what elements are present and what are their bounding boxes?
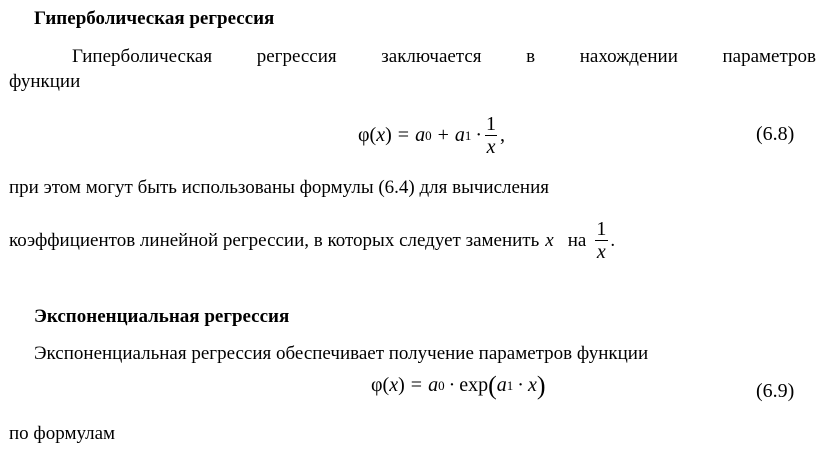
equation-number-6-8: (6.8) — [756, 123, 795, 145]
section-heading-exponential: Экспоненциальная регрессия — [34, 306, 290, 327]
fraction-one-over-x-inline: $\frac{1}{x}$ — [596, 218, 607, 263]
equation-number-6-9: (6.9) — [756, 380, 795, 402]
exponential-paragraph-line-2: по формулам — [9, 423, 116, 444]
formula-hyperbolic: φ ( x ) = a 0 + a 1 · $\frac{1}{x}$ , — [358, 113, 506, 158]
hyperbolic-paragraph-line-4: коэффициентов линейной регрессии, в которых следует заменить x на $\frac{1}{x}$ . — [9, 218, 616, 263]
hyperbolic-paragraph-line-2: функции — [9, 71, 81, 92]
hyperbolic-paragraph-line-3: при этом могут быть использованы формулы (6.4) для вычисления — [9, 177, 550, 198]
fraction-one-over-x: $\frac{1}{x}$ — [486, 113, 497, 158]
section-heading-hyperbolic: Гиперболическая регрессия — [34, 8, 275, 29]
hyperbolic-paragraph-line-1: Гиперболическая регрессия заключается в нахождении параметров — [72, 46, 816, 67]
exponential-paragraph-line-1: Экспоненциальная регрессия обеспечивает получение параметров функции — [34, 343, 649, 364]
formula-exponential: φ ( x ) = a 0 · exp ( a 1 · x ) — [371, 370, 546, 400]
